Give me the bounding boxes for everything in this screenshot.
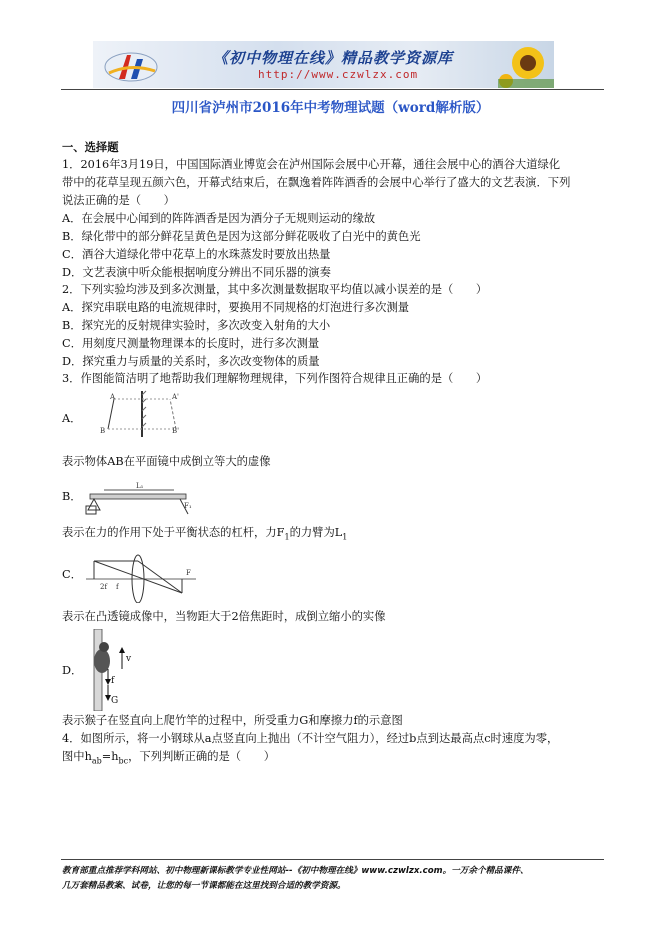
q3-caption-c: 表示在凸透镜成像中，当物距大于2倍焦距时，成倒立缩小的实像 bbox=[62, 610, 386, 623]
fig-c-label-f: f bbox=[116, 583, 119, 591]
footer-line-2: 几万套精品教案、试卷，让您的每一节课都能在这里找到合适的教学资源。 bbox=[62, 881, 346, 891]
sunflower-icon bbox=[498, 41, 554, 88]
q3-stem: 3．作图能简洁明了地帮助我们理解物理规律，下列作图符合规律且正确的是（ ） bbox=[62, 372, 488, 385]
q1-option-b: B．绿化带中的部分鲜花呈黄色是因为这部分鲜花吸收了白光中的黄色光 bbox=[62, 230, 421, 243]
q1-option-c: C．酒谷大道绿化带中花草上的水珠蒸发时要放出热量 bbox=[62, 248, 331, 261]
q3-caption-b: 表示在力的作用下处于平衡状态的杠杆，力$F_1$的力臂为$L_1$ bbox=[62, 526, 348, 542]
q1-line-2: 带中的花草呈现五颜六色，开幕式结束后，在飘逸着阵阵酒香的会展中心举行了盛大的文艺表演．下列 bbox=[62, 176, 571, 189]
q3-label-b: B． bbox=[62, 490, 82, 503]
figure-monkey-pole bbox=[86, 629, 146, 711]
q2-option-d: D．探究重力与质量的关系时，多次改变物体的质量 bbox=[62, 355, 320, 368]
fig-a-label-b: B bbox=[100, 427, 106, 435]
header-rule bbox=[61, 89, 604, 90]
q1-line-3: 说法正确的是（ ） bbox=[62, 194, 175, 207]
q1-option-a: A．在会展中心闻到的阵阵酒香是因为酒分子无规则运动的缘故 bbox=[62, 212, 376, 225]
q2-option-b: B．探究光的反射规律实验时，多次改变入射角的大小 bbox=[62, 319, 331, 332]
q3-label-a: A． bbox=[62, 412, 82, 425]
figure-lever bbox=[84, 476, 194, 518]
fig-d-label-f: f bbox=[111, 676, 115, 686]
logo-icon bbox=[101, 45, 161, 85]
banner-slogan: 《初中物理在线》精品教学资源库 bbox=[213, 49, 454, 67]
q2-option-c: C．用刻度尺测量物理课本的长度时，进行多次测量 bbox=[62, 337, 320, 350]
footer-rule bbox=[61, 859, 604, 860]
footer-line-1: 教育部重点推荐学科网站、初中物理新课标教学专业性网站--《初中物理在线》www.czwlzx.com。一万余个精品课件、 bbox=[62, 866, 529, 876]
header-banner bbox=[93, 41, 554, 88]
q2-option-a: A．探究串联电路的电流规律时，要换用不同规格的灯泡进行多次测量 bbox=[62, 301, 410, 314]
q3-label-c: C． bbox=[62, 568, 82, 581]
figure-convex-lens bbox=[86, 551, 196, 603]
q1-option-d: D．文艺表演中听众能根据响度分辨出不同乐器的演奏 bbox=[62, 266, 331, 279]
fig-b-label-f1: F₁ bbox=[184, 502, 192, 510]
q2-stem: 2．下列实验均涉及到多次测量，其中多次测量数据取平均值以减小误差的是（ ） bbox=[62, 283, 488, 296]
page-title: 四川省泸州市2016年中考物理试题（word解析版） bbox=[171, 100, 490, 116]
q3-caption-a: 表示物体AB在平面镜中成倒立等大的虚像 bbox=[62, 455, 271, 468]
fig-c-label-focus: F bbox=[186, 569, 191, 577]
fig-d-label-g: G bbox=[111, 696, 119, 706]
banner-url[interactable]: http://www.czwlzx.com bbox=[258, 68, 419, 81]
section-heading: 一、选择题 bbox=[62, 140, 119, 154]
q3-label-d: D． bbox=[62, 664, 83, 677]
figure-plane-mirror bbox=[86, 389, 186, 439]
q4-line-2: 图中$h_{ab}=h_{bc}$，下列判断正确的是（ ） bbox=[62, 750, 275, 766]
fig-b-label-l1: L₁ bbox=[136, 482, 144, 490]
fig-c-label-2f: 2f bbox=[100, 583, 108, 591]
q1-line-1: 1．2016年3月19日，中国国际酒业博览会在泸州国际会展中心开幕，通往会展中心的酒谷大道绿化 bbox=[62, 158, 561, 171]
fig-d-label-v: v bbox=[126, 654, 132, 664]
fig-a-label-a-prime: A' bbox=[172, 393, 179, 401]
q4-line-1: 4．如图所示，将一小钢球从a点竖直向上抛出（不计空气阻力），经过b点到达最高点c时速度为零， bbox=[62, 732, 559, 745]
q3-caption-d: 表示猴子在竖直向上爬竹竿的过程中，所受重力G和摩擦力f的示意图 bbox=[62, 714, 403, 727]
fig-a-label-b-prime: B' bbox=[172, 427, 180, 435]
fig-a-label-a: A bbox=[110, 393, 116, 401]
